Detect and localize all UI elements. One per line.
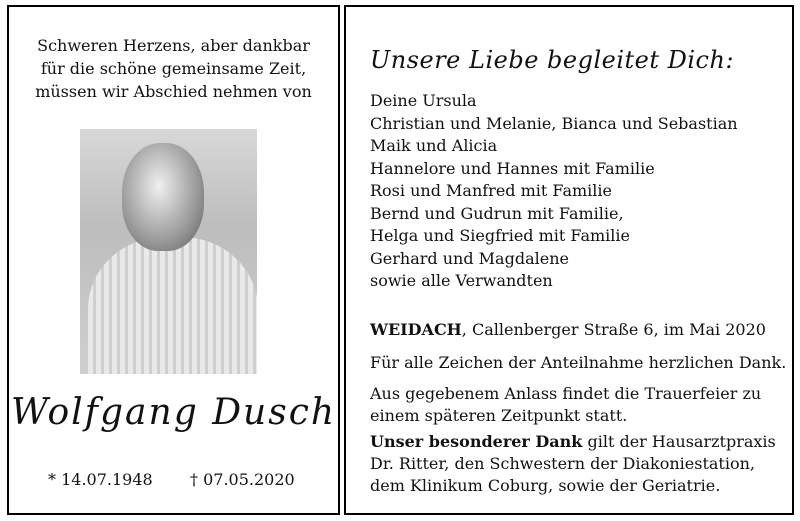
location-line bbox=[370, 319, 766, 341]
mourner-entry: Maik und Alicia bbox=[370, 136, 498, 155]
mourner-entry: Rosi und Manfred mit Familie bbox=[370, 181, 612, 200]
mourners-list bbox=[370, 90, 738, 293]
death-date: † 07.05.2020 bbox=[190, 470, 295, 489]
portrait-head bbox=[122, 143, 204, 251]
mourners-heading: Unsere Liebe begleitet Dich: bbox=[370, 46, 735, 74]
deceased-name: Wolfgang Dusch bbox=[10, 392, 337, 433]
thanks-line: Für alle Zeichen der Anteilnahme herzlichen Dank. bbox=[370, 353, 787, 372]
birth-date: * 14.07.1948 bbox=[48, 470, 153, 489]
ceremony-notice bbox=[370, 383, 761, 427]
special-thanks-bold: Unser besonderer Dank bbox=[370, 432, 583, 451]
portrait-photo bbox=[80, 129, 257, 374]
mourner-entry: Bernd und Gudrun mit Familie, bbox=[370, 203, 624, 223]
intro-text bbox=[7, 34, 340, 103]
special-thanks-line: dem Klinikum Coburg, sowie der Geriatrie. bbox=[370, 476, 721, 495]
mourner-entry: Hannelore und Hannes mit Familie bbox=[370, 158, 655, 178]
mourner-entry: Christian und Melanie, Bianca und Sebastian bbox=[370, 113, 738, 133]
special-thanks-line bbox=[370, 431, 776, 453]
special-thanks-line: Dr. Ritter, den Schwestern der Diakoniestation, bbox=[370, 454, 755, 473]
intro-line: müssen wir Abschied nehmen von bbox=[35, 82, 312, 101]
ceremony-line: einem späteren Zeitpunkt statt. bbox=[370, 406, 628, 425]
portrait-shirt bbox=[88, 237, 257, 374]
mourner-entry: sowie alle Verwandten bbox=[370, 271, 553, 290]
location-place: WEIDACH bbox=[370, 320, 462, 339]
special-thanks-rest: gilt der Hausarztpraxis bbox=[582, 432, 776, 451]
intro-line: für die schöne gemeinsame Zeit, bbox=[40, 59, 307, 78]
ceremony-line: Aus gegebenem Anlass findet die Trauerfeier zu bbox=[370, 384, 762, 403]
mourner-entry: Deine Ursula bbox=[370, 91, 477, 110]
mourner-entry: Gerhard und Magdalene bbox=[370, 248, 569, 268]
mourner-entry: Helga und Siegfried mit Familie bbox=[370, 226, 630, 245]
location-rest: , Callenberger Straße 6, im Mai 2020 bbox=[461, 320, 766, 339]
special-thanks bbox=[370, 431, 776, 497]
intro-line: Schweren Herzens, aber dankbar bbox=[37, 36, 310, 55]
